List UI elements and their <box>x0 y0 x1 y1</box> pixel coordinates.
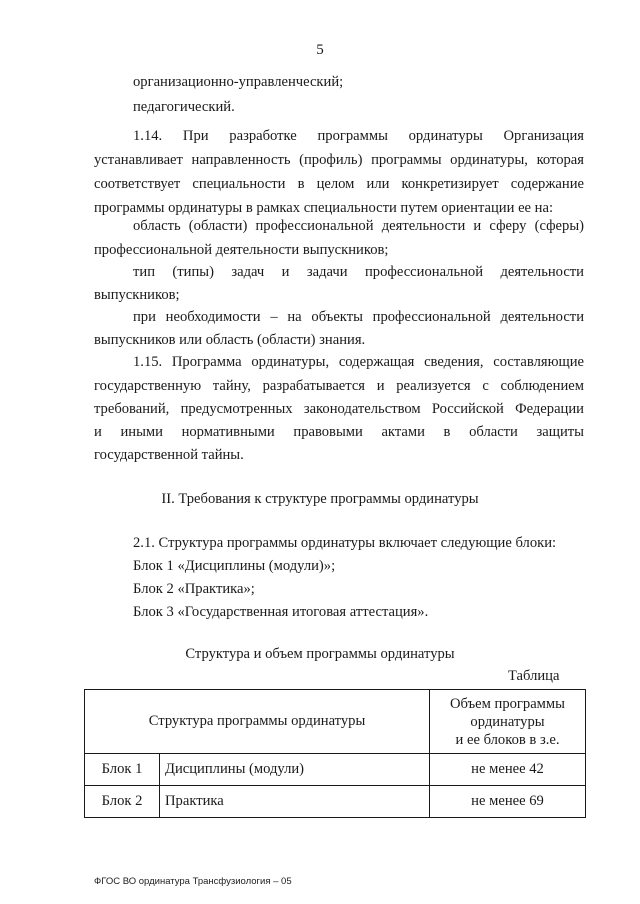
row-block-name: Практика <box>160 786 430 818</box>
list-item-organizational: организационно-управленческий; <box>133 74 344 90</box>
list-item-area-line-1: область (области) профессиональной деятельности и сферу (сферы) <box>133 218 584 234</box>
header-volume-line-2: ординатуры <box>470 713 545 730</box>
paragraph-1-15-line-1: 1.15. Программа ординатуры, содержащая сведения, составляющие <box>133 354 584 370</box>
header-volume-line-3: и ее блоков в з.е. <box>455 731 560 748</box>
page-footer: ФГОС ВО ординатура Трансфузиология – 05 <box>94 876 292 887</box>
program-structure-table <box>84 689 586 818</box>
list-item-area-line-2: профессиональной деятельности выпускников; <box>94 242 389 258</box>
paragraph-1-14-line-2: устанавливает направленность (профиль) программы ординатуры, которая <box>94 152 584 168</box>
list-item-type-line-2: выпускников; <box>94 287 180 303</box>
paragraph-1-15-line-5: государственной тайны. <box>94 447 244 463</box>
block-1-item: Блок 1 «Дисциплины (модули)»; <box>133 558 336 574</box>
header-volume <box>430 690 586 754</box>
paragraph-1-14-line-4: программы ординатуры в рамках специальности путем ориентации ее на: <box>94 200 554 216</box>
section-title: II. Требования к структуре программы ординатуры <box>161 491 479 507</box>
table-row <box>85 754 586 786</box>
header-structure: Структура программы ординатуры <box>85 690 430 754</box>
header-volume-line-1: Объем программы <box>450 695 565 712</box>
paragraph-1-15-line-3: требований, предусмотренных законодательством Российской Федерации <box>94 401 584 417</box>
row-block-name: Дисциплины (модули) <box>160 754 430 786</box>
table-title: Структура и объем программы ординатуры <box>185 646 455 662</box>
page-number: 5 <box>316 42 324 58</box>
list-item-need-line-1: при необходимости – на объекты профессиональной деятельности <box>133 309 584 325</box>
row-block-label: Блок 2 <box>85 786 160 818</box>
block-2-item: Блок 2 «Практика»; <box>133 581 255 597</box>
paragraph-1-14-line-1: 1.14. При разработке программы ординатуры Организация <box>133 128 584 144</box>
table-header-row <box>85 690 586 754</box>
table-label: Таблица <box>508 668 560 684</box>
blocks-intro: 2.1. Структура программы ординатуры включает следующие блоки: <box>133 535 557 551</box>
list-item-type-line-1: тип (типы) задач и задачи профессиональной деятельности <box>133 264 584 280</box>
row-block-label: Блок 1 <box>85 754 160 786</box>
list-item-pedagogical: педагогический. <box>133 99 235 115</box>
list-item-need-line-2: выпускников или область (области) знания. <box>94 332 366 348</box>
row-block-volume: не менее 42 <box>430 754 586 786</box>
block-3-item: Блок 3 «Государственная итоговая аттестация». <box>133 604 429 620</box>
row-block-volume: не менее 69 <box>430 786 586 818</box>
paragraph-1-15-line-4: и иными нормативными правовыми актами в области защиты <box>94 424 584 440</box>
paragraph-1-14-line-3: соответствует специальности в целом или конкретизирует содержание <box>94 176 584 192</box>
paragraph-1-15-line-2: государственную тайну, разрабатывается и реализуется с соблюдением <box>94 378 584 394</box>
table-row <box>85 786 586 818</box>
